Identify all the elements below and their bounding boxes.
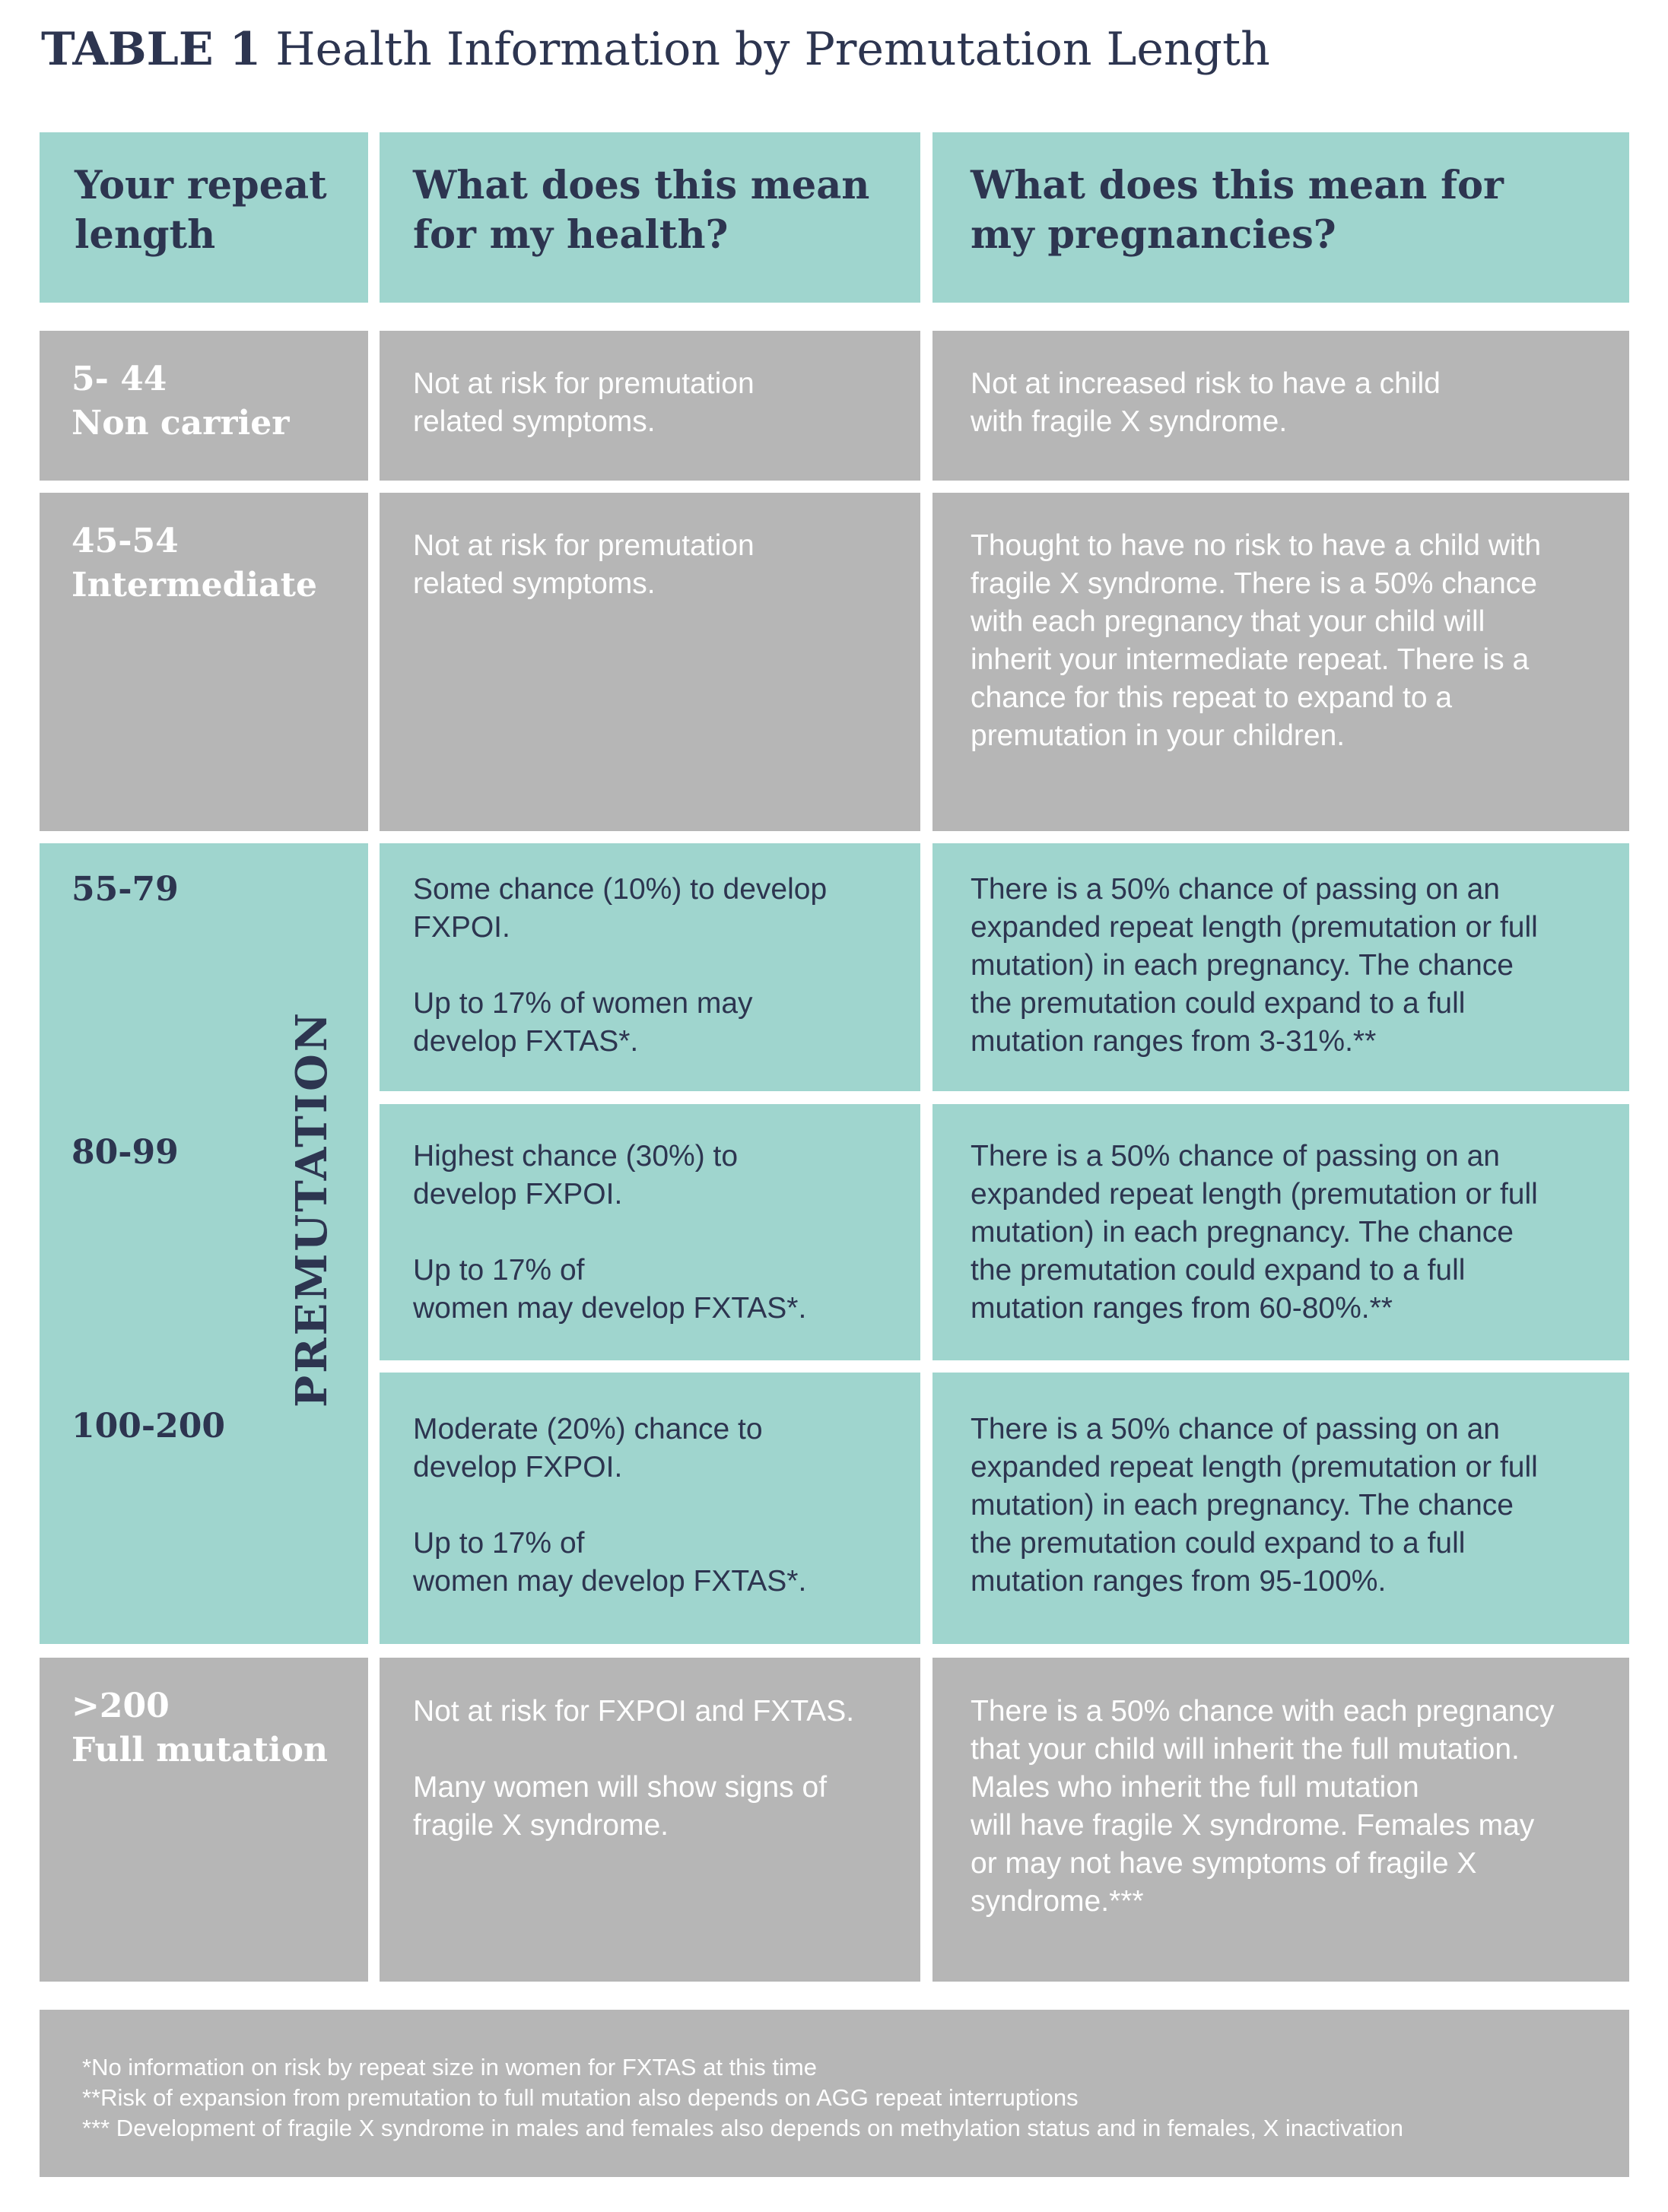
pm-100-200-health — [380, 1373, 920, 1644]
pm-55-79-health — [380, 843, 920, 1091]
pm-80-99-pregnancy — [932, 1104, 1629, 1360]
intermediate-health — [380, 493, 920, 831]
non-carrier-health — [380, 331, 920, 481]
full-mutation-pregnancy — [932, 1658, 1629, 1982]
full-mutation-label: Full mutation — [71, 1731, 328, 1769]
full-mutation-range-cell — [40, 1658, 368, 1982]
table-number: TABLE 1 — [41, 23, 262, 76]
footnote-3: *** Development of fragile X syndrome in males and females also depends on methylation status and in females, X inactivation — [82, 2115, 1403, 2141]
pm-100-200-health-p2: Up to 17% of women may develop FXTAS*. — [413, 1527, 807, 1598]
non-carrier-pregnancy — [932, 331, 1629, 481]
premutation-vertical-label: PREMUTATION — [287, 1011, 337, 1407]
pm-80-99-health-p1: Highest chance (30%) to develop FXPOI. — [413, 1140, 739, 1211]
header-repeat-length — [40, 132, 368, 303]
non-carrier-label: Non carrier — [71, 404, 290, 443]
pm-80-99-health — [380, 1104, 920, 1360]
intermediate-label: Intermediate — [71, 566, 317, 605]
footnote-2: **Risk of expansion from premutation to full mutation also depends on AGG repeat interruptions — [82, 2084, 1079, 2111]
footnotes-box — [40, 2010, 1629, 2177]
pm-100-200-health-p1: Moderate (20%) chance to develop FXPOI. — [413, 1413, 763, 1484]
pm-55-79-pregnancy-text: There is a 50% chance of passing on an expanded repeat length (premutation or full mutation) in each pregnancy. The chance the premutation could expand to a full mutation ranges from 3-31%.** — [971, 873, 1538, 1058]
footnote-1: *No information on risk by repeat size in women for FXTAS at this time — [82, 2054, 817, 2080]
header-health — [380, 132, 920, 303]
full-mutation-health-p1: Not at risk for FXPOI and FXTAS. — [413, 1695, 855, 1728]
non-carrier-health-text: Not at risk for premutation related symptoms. — [413, 367, 755, 438]
non-carrier-range-cell — [40, 331, 368, 481]
header-repeat-length-text: Your repeat length — [75, 163, 327, 258]
non-carrier-range: 5- 44 — [71, 360, 167, 398]
full-mutation-health — [380, 1658, 920, 1982]
pm-80-99-range: 80-99 — [71, 1133, 179, 1172]
pm-80-99-pregnancy-text: There is a 50% chance of passing on an expanded repeat length (premutation or full mutation) in each pregnancy. The chance the premutation could expand to a full mutation ranges from 60-80%.** — [971, 1140, 1538, 1325]
pm-100-200-range: 100-200 — [71, 1407, 225, 1446]
intermediate-range-cell — [40, 493, 368, 831]
intermediate-pregnancy-text: Thought to have no risk to have a child with fragile X syndrome. There is a 50% chance with each pregnancy that your child will inherit your intermediate repeat. There is a chance for this repeat to expand to a premutation in your children. — [971, 529, 1542, 752]
pm-80-99-health-p2: Up to 17% of women may develop FXTAS*. — [413, 1254, 807, 1325]
pm-55-79-range: 55-79 — [71, 870, 179, 909]
intermediate-range: 45-54 — [71, 522, 179, 560]
full-mutation-pregnancy-text: There is a 50% chance with each pregnancy that your child will inherit the full mutation. Males who inherit the full mutation will have fragile X syndrome. Females may or may not have symptoms of fragile X syndrome.*** — [971, 1695, 1555, 1918]
pm-100-200-pregnancy — [932, 1373, 1629, 1644]
pm-55-79-health-p1: Some chance (10%) to develop FXPOI. — [413, 873, 828, 944]
pm-100-200-pregnancy-text: There is a 50% chance of passing on an expanded repeat length (premutation or full mutation) in each pregnancy. The chance the premutation could expand to a full mutation ranges from 95-100%. — [971, 1413, 1538, 1598]
table-title-text: Health Information by Premutation Length — [275, 23, 1270, 76]
header-pregnancy — [932, 132, 1629, 303]
intermediate-health-text: Not at risk for premutation related symptoms. — [413, 529, 755, 600]
full-mutation-range: >200 — [71, 1687, 170, 1725]
header-health-text: What does this mean for my health? — [413, 163, 870, 258]
header-pregnancy-text: What does this mean for my pregnancies? — [971, 163, 1504, 258]
full-mutation-health-p2: Many women will show signs of fragile X syndrome. — [413, 1771, 828, 1842]
pm-55-79-pregnancy — [932, 843, 1629, 1091]
pm-55-79-health-p2: Up to 17% of women may develop FXTAS*. — [413, 987, 753, 1058]
intermediate-pregnancy — [932, 493, 1629, 831]
table-title — [41, 23, 1270, 76]
non-carrier-pregnancy-text: Not at increased risk to have a child with fragile X syndrome. — [971, 367, 1441, 438]
